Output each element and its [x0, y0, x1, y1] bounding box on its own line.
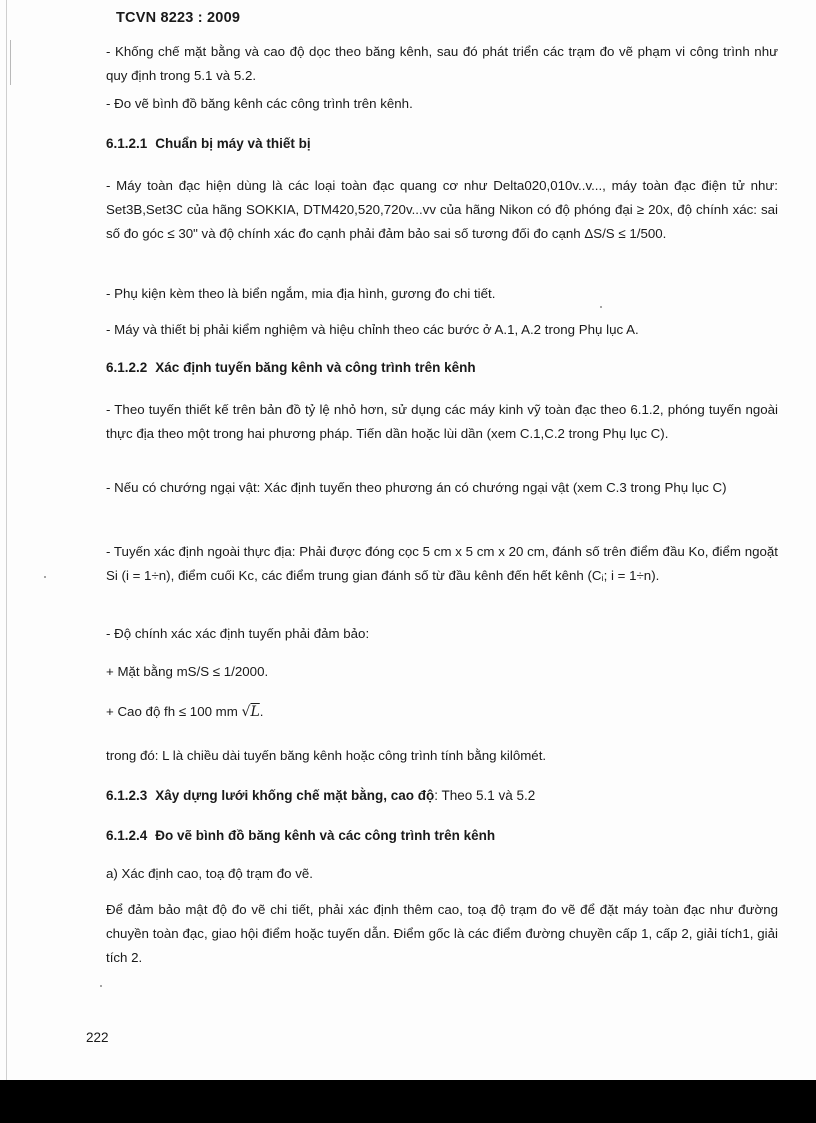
height-accuracy-text: + Cao độ fh ≤ 100 mm — [106, 704, 238, 719]
paragraph-canal-survey: - Đo vẽ bình đồ băng kênh các công trình trên kênh. — [106, 96, 413, 111]
page-number: 222 — [86, 1030, 109, 1045]
sqrt-variable: L — [250, 704, 260, 720]
section-title: Xác định tuyến băng kênh và công trình trên kênh — [155, 360, 476, 375]
paragraph-calibration: - Máy và thiết bị phải kiểm nghiệm và hiệu chỉnh theo các bước ở A.1, A.2 trong Phụ lục A. — [106, 322, 639, 337]
formula-period: . — [259, 704, 264, 719]
square-root-formula: √L — [241, 704, 260, 720]
section-title: Đo vẽ bình đồ băng kênh và các công trình trên kênh — [155, 828, 496, 843]
section-title: Chuẩn bị máy và thiết bị — [155, 136, 311, 151]
section-number: 6.1.2.1 — [106, 136, 148, 151]
scan-speck — [44, 576, 46, 578]
paragraph-field-stakes: - Tuyến xác định ngoài thực địa: Phải được đóng cọc 5 cm x 5 cm x 20 cm, đánh số trên điểm đầu Ko, điểm ngoặt Si (i = 1÷n), điểm cuối Kc, các điểm trung gian đánh số từ đầu kênh đến hết kênh (Cᵢ; i = 1÷n). — [106, 544, 778, 583]
scan-speck — [100, 985, 102, 987]
paragraph-control-survey: - Khống chế mặt bằng và cao độ dọc theo băng kênh, sau đó phát triển các trạm đo vẽ phạm vi công trình như quy định trong 5.1 và 5.2. — [106, 44, 778, 83]
paragraph-route-design: - Theo tuyến thiết kế trên bản đồ tỷ lệ nhỏ hơn, sử dụng các máy kinh vỹ toàn đạc theo 6.1.2, phóng tuyến ngoài thực địa theo một trong hai phương pháp. Tiến dần hoặc lùi dần (xem C.1,C.2 trong Phụ lục C). — [106, 402, 778, 441]
paragraph-equipment: - Máy toàn đạc hiện dùng là các loại toàn đạc quang cơ như Delta020,010v..v..., máy toàn đạc điện tử như: Set3B,Set3C của hãng SOKKIA, DTM420,520,720v...vv của hãng Nikon có độ phóng đại ≥ 20x, độ chính xác: sai số đo góc ≤ 30" và độ chính xác đo cạnh phải đảm bảo sai số tương đối đo cạnh ΔS/S ≤ 1/500. — [106, 178, 778, 241]
scan-edge-line — [6, 0, 7, 1080]
section-heading-6-1-2-4 — [106, 828, 495, 843]
paragraph-station-item-a: a) Xác định cao, toạ độ trạm đo vẽ. — [106, 866, 313, 881]
paragraph-obstacles: - Nếu có chướng ngại vật: Xác định tuyến theo phương án có chướng ngại vật (xem C.3 trong Phụ lục C) — [106, 480, 727, 495]
standard-code-header: TCVN 8223 : 2009 — [116, 10, 241, 26]
scan-speck — [600, 306, 602, 308]
section-title: Xây dựng lưới khống chế mặt bằng, cao độ — [155, 788, 435, 803]
section-number: 6.1.2.3 — [106, 788, 148, 803]
paragraph-station-density: Để đảm bảo mật độ đo vẽ chi tiết, phải xác định thêm cao, toạ độ trạm đo vẽ để đặt máy toàn đạc như đường chuyền toàn đạc, giao hội điểm hoặc tuyến dẫn. Điểm gốc là các điểm đường chuyền cấp 1, cấp 2, giải tích1, giải tích 2. — [106, 902, 778, 965]
paragraph-height-accuracy — [106, 700, 778, 724]
section-number: 6.1.2.4 — [106, 828, 148, 843]
paragraph-where-l: trong đó: L là chiều dài tuyến băng kênh hoặc công trình tính bằng kilômét. — [106, 748, 547, 763]
section-number: 6.1.2.2 — [106, 360, 148, 375]
scan-edge-mark — [10, 40, 11, 85]
paragraph-accuracy-intro: - Độ chính xác xác định tuyến phải đảm bảo: — [106, 626, 370, 641]
section-reference: : Theo 5.1 và 5.2 — [434, 788, 536, 803]
section-heading-6-1-2-2 — [106, 360, 476, 375]
section-heading-6-1-2-1 — [106, 136, 311, 151]
section-heading-6-1-2-3 — [106, 788, 535, 803]
paragraph-plan-accuracy: + Mặt bằng mS/S ≤ 1/2000. — [106, 664, 269, 679]
paragraph-accessories: - Phụ kiện kèm theo là biển ngắm, mia địa hình, gương đo chi tiết. — [106, 286, 496, 301]
scan-bottom-border — [0, 1080, 816, 1123]
